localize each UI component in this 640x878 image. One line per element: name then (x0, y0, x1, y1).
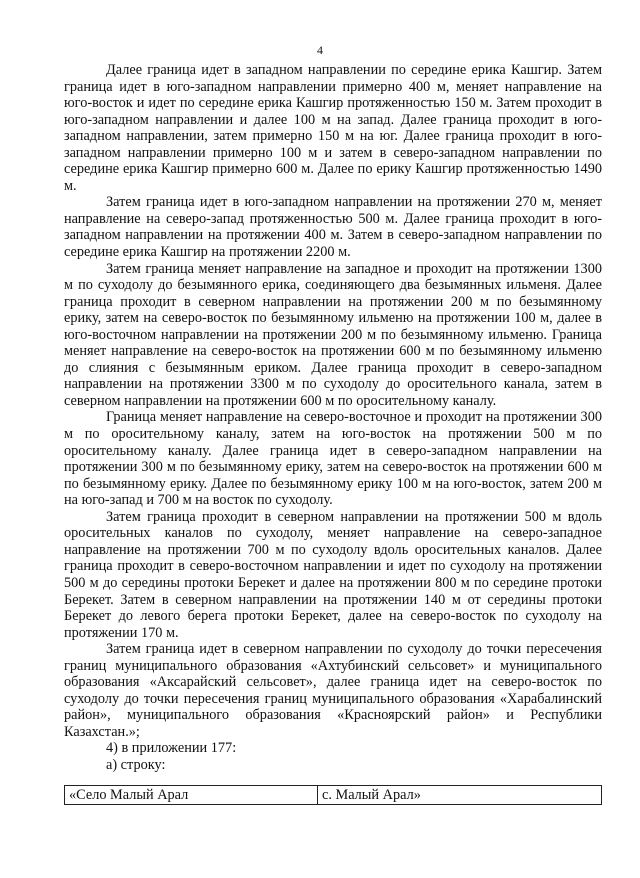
item-a-line: а) строку: (106, 756, 166, 773)
paragraph-2: Затем граница идет в юго-западном направлении на протяжении 270 м, меняет направление на северо-запад протяженностью 500 м. Далее граница проходит в юго-западном направлении на протяжении 400 м. Затем в северо-западном направлении по середине ерика Кашгир на протяжении 2200 м. (64, 194, 602, 261)
document-body (64, 62, 602, 774)
table-cell-settlement-name: «Село Малый Арал (65, 786, 318, 804)
paragraph-6: Затем граница идет в северном направлении по суходолу до точки пересечения границ муниципального образования «Ахтубинский сельсовет» и муниципального образования «Аксарайский сельсовет», далее граница идет на северо-восток по суходолу до точки пересечения границ муниципального образования «Харабалинский район», муниципального образования «Красноярский район» и Республики Казахстан.»; (64, 641, 602, 740)
paragraph-1: Далее граница идет в западном направлении по середине ерика Кашгир. Затем граница идет в юго-западном направлении примерно 400 м, меняет направление на юго-восток и идет по середине ерика Кашгир протяженностью 150 м. Затем проходит в юго-западном направлении и далее 100 м на запад. Далее граница проходит в юго-западном направлении, затем примерно 150 м на юг. Далее граница проходит в юго-западном направлении примерно 100 м и затем в северо-западном направлении по середине ерика Кашгир примерно 600 м. Далее по ерику Кашгир протяженностью 1490 м. (64, 62, 602, 194)
item-4-line: 4) в приложении 177: (106, 740, 237, 757)
page-number: 4 (317, 43, 323, 57)
table-cell-settlement-short: с. Малый Арал» (322, 787, 421, 803)
paragraph-4: Граница меняет направление на северо-восточное и проходит на протяжении 300 м по оросительному каналу, затем на юго-восток на протяжении 500 м по оросительному каналу. Далее граница идет в северо-западном направлении на протяжении 300 м по безымянному ерику, затем на северо-восток на протяжении 600 м по безымянному ерику. Далее по безымянному ерику 100 м на юго-восток, затем 200 м на юго-запад и 700 м на восток по суходолу. (64, 409, 602, 509)
paragraph-3: Затем граница меняет направление на западное и проходит на протяжении 1300 м по суходолу до безымянного ерика, соединяющего два безымянных ильменя. Далее граница проходит в северном направлении на протяжении 200 м по безымянному ерику, затем на северо-восток по безымянному ильменю на протяжении 100 м, далее в юго-восточном направлении на протяжении 200 м по безымянному ильменю. Граница меняет направление на северо-восток на протяжении 600 м по безымянному ильменю до слияния с безымянным ериком. Далее граница проходит в северо-западном направлении на протяжении 3300 м по суходолу до оросительного канала, затем в северном направлении на протяжении 600 м по оросительному каналу. (64, 260, 602, 409)
settlement-table-row (64, 785, 602, 805)
paragraph-5: Затем граница проходит в северном направлении на протяжении 500 м вдоль оросительных каналов по суходолу, меняет направление на северо-западное направление на протяжении 700 м по суходолу вдоль оросительных каналов. Далее граница проходит в северо-восточном направлении и идет по суходолу на протяжении 500 м до середины протоки Берекет и далее на протяжении 800 м по середине протоки Берекет. Затем в северном направлении на протяжении 140 м от середины протоки Берекет до левого берега протоки Берекет, далее на северо-восток по суходолу на протяжении 170 м. (64, 508, 602, 641)
